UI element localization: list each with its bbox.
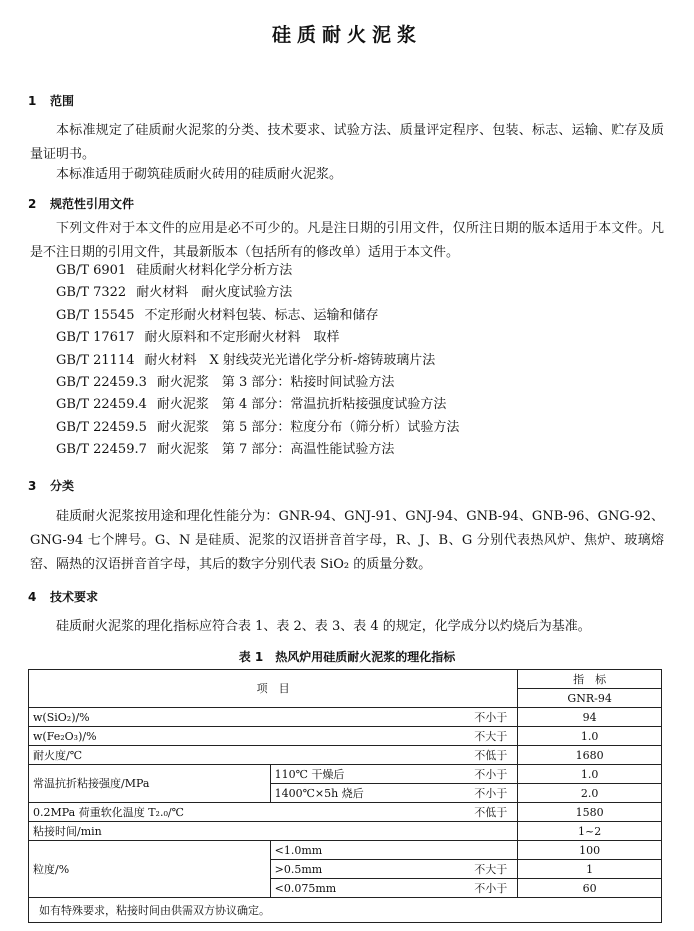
reference-title: 耐火原料和不定形耐火材料 取样 xyxy=(144,330,340,346)
row-sublabel: <0.075mm xyxy=(270,879,390,898)
reference-title: 耐火泥浆 第 3 部分：粘接时间试验方法 xyxy=(156,375,395,391)
row-label: w(SiO₂)/% xyxy=(29,708,391,727)
reference-item xyxy=(56,417,459,439)
reference-title: 不定形耐火材料包装、标志、运输和储存 xyxy=(144,307,379,323)
reference-code: GB/T 22459.3 xyxy=(56,375,147,391)
table-row xyxy=(29,841,662,860)
row-label: 0.2MPa 荷重软化温度 T₂.₀/℃ xyxy=(29,803,391,822)
section-title: 范围 xyxy=(50,94,75,108)
section-3-heading xyxy=(28,477,74,494)
row-value: 1~2 xyxy=(518,822,662,841)
row-value: 2.0 xyxy=(518,784,662,803)
reference-code: GB/T 17617 xyxy=(56,330,135,346)
row-value: 94 xyxy=(518,708,662,727)
document-title: 硅质耐火泥浆 xyxy=(271,24,422,46)
row-value: 1.0 xyxy=(518,727,662,746)
row-sublabel: >0.5mm xyxy=(270,860,390,879)
reference-code: GB/T 22459.5 xyxy=(56,419,147,435)
reference-item xyxy=(56,394,459,416)
reference-title: 耐火泥浆 第 4 部分：常温抗折粘接强度试验方法 xyxy=(156,397,447,413)
row-condition: 不大于 xyxy=(390,860,518,879)
reference-item xyxy=(56,439,459,461)
row-label: 粘接时间/min xyxy=(29,822,518,841)
reference-item xyxy=(56,305,459,327)
reference-title: 耐火泥浆 第 5 部分：粒度分布（筛分析）试验方法 xyxy=(156,419,460,435)
header-item-cell: 项 目 xyxy=(29,670,518,708)
reference-code: GB/T 22459.7 xyxy=(56,442,147,458)
section-1-heading xyxy=(28,92,74,109)
row-condition: 不低于 xyxy=(390,746,518,765)
section-title: 分类 xyxy=(50,479,75,493)
row-condition: 不小于 xyxy=(390,765,518,784)
table-row xyxy=(29,765,662,784)
reference-code: GB/T 15545 xyxy=(56,307,135,323)
row-label: 粒度/% xyxy=(29,841,271,898)
row-condition: 不小于 xyxy=(390,879,518,898)
section-number: 4 xyxy=(28,590,37,604)
row-condition: 不小于 xyxy=(390,708,518,727)
row-label: 常温抗折粘接强度/MPa xyxy=(29,765,271,803)
row-condition xyxy=(390,841,518,860)
reference-code: GB/T 22459.4 xyxy=(56,397,147,413)
table-row xyxy=(29,708,662,727)
reference-item xyxy=(56,282,459,304)
section-number: 1 xyxy=(28,94,37,108)
section-3-paragraph-1: 硅质耐火泥浆按用途和理化性能分为：GNR-94、GNJ-91、GNJ-94、GNB-94、GNB-96、GNG-92、GNG-94 七个牌号。G、N 是硅质、泥浆的汉语拼音首字母，R、J、B、G 分别代表热风炉、焦炉、玻璃熔窑、隔热的汉语拼音首字母，其后的数字分别代表 SiO₂ 的质量分数。 xyxy=(30,509,664,572)
row-value: 1580 xyxy=(518,803,662,822)
section-2-heading xyxy=(28,195,134,212)
row-label: 耐火度/℃ xyxy=(29,746,391,765)
table-note: 如有特殊要求，粘接时间由供需双方协议确定。 xyxy=(29,898,662,923)
row-condition: 不小于 xyxy=(390,784,518,803)
row-condition: 不低于 xyxy=(390,803,518,822)
reference-code: GB/T 6901 xyxy=(56,263,127,278)
reference-item xyxy=(56,350,459,372)
table-row xyxy=(29,727,662,746)
reference-title: 耐火材料 X 射线荧光光谱化学分析-熔铸玻璃片法 xyxy=(144,352,436,368)
row-label: w(Fe₂O₃)/% xyxy=(29,727,391,746)
row-sublabel: 1400℃×5h 烧后 xyxy=(270,784,390,803)
reference-code: GB/T 7322 xyxy=(56,285,127,301)
reference-item xyxy=(56,372,459,394)
table-row xyxy=(29,746,662,765)
reference-item xyxy=(56,327,459,349)
section-4-heading xyxy=(28,588,98,605)
section-2-paragraph-1: 下列文件对于本文件的应用是必不可少的。凡是注日期的引用文件，仅所注日期的版本适用于本文件。凡是不注日期的引用文件，其最新版本（包括所有的修改单）适用于本文件。 xyxy=(30,221,664,260)
table-row xyxy=(29,803,662,822)
row-value: 1 xyxy=(518,860,662,879)
section-title: 技术要求 xyxy=(50,590,99,604)
section-title: 规范性引用文件 xyxy=(50,197,135,211)
header-grade-cell: GNR-94 xyxy=(518,689,662,708)
spec-table xyxy=(28,669,662,923)
reference-title: 耐火泥浆 第 7 部分：高温性能试验方法 xyxy=(156,442,395,458)
section-number: 3 xyxy=(28,479,37,493)
table-caption: 表 1 热风炉用硅质耐火泥浆的理化指标 xyxy=(238,650,456,664)
reference-title: 硅质耐火材料化学分析方法 xyxy=(136,263,293,278)
section-4-paragraph-1: 硅质耐火泥浆的理化指标应符合表 1、表 2、表 3、表 4 的规定，化学成分以灼烧后为基准。 xyxy=(56,619,591,634)
row-condition: 不大于 xyxy=(390,727,518,746)
row-sublabel: <1.0mm xyxy=(270,841,390,860)
row-value: 100 xyxy=(518,841,662,860)
reference-title: 耐火材料 耐火度试验方法 xyxy=(136,285,293,301)
row-value: 60 xyxy=(518,879,662,898)
reference-item xyxy=(56,260,459,282)
table-note-row xyxy=(29,898,662,923)
section-1-paragraph-1: 本标准规定了硅质耐火泥浆的分类、技术要求、试验方法、质量评定程序、包装、标志、运输、贮存及质量证明书。 xyxy=(30,123,664,162)
row-value: 1680 xyxy=(518,746,662,765)
header-index-cell: 指 标 xyxy=(518,670,662,689)
normative-references-list xyxy=(56,260,459,462)
section-number: 2 xyxy=(28,197,37,211)
table-row xyxy=(29,822,662,841)
reference-code: GB/T 21114 xyxy=(56,352,135,368)
row-value: 1.0 xyxy=(518,765,662,784)
section-1-paragraph-2: 本标准适用于砌筑硅质耐火砖用的硅质耐火泥浆。 xyxy=(56,167,343,182)
row-sublabel: 110℃ 干燥后 xyxy=(270,765,390,784)
table-header-row xyxy=(29,670,662,689)
